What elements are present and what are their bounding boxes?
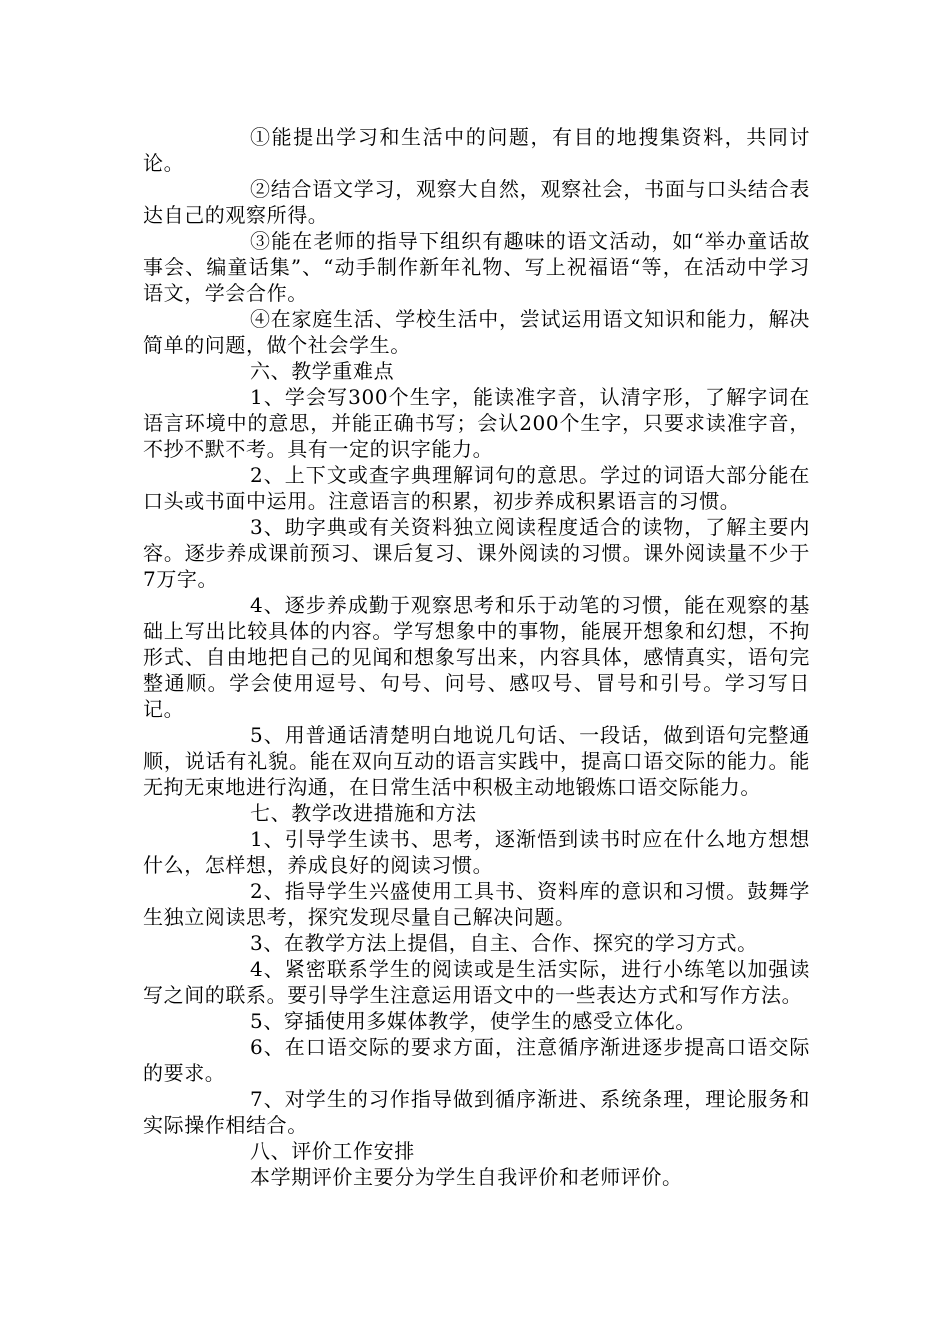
paragraph: 3、助字典或有关资料独立阅读程度适合的读物，了解主要内容。逐步养成课前预习、课后复习、课外阅读的习惯。课外阅读量不少于7万字。 [143,515,810,591]
paragraph: ③能在老师的指导下组织有趣味的语文活动，如“举办童话故事会、编童话集”、“动手制作新年礼物、写上祝福语“等，在活动中学习语文，学会合作。 [143,229,810,305]
paragraph: 1、引导学生读书、思考，逐渐悟到读书时应在什么地方想想什么，怎样想，养成良好的阅读习惯。 [143,827,810,877]
paragraph: ②结合语文学习，观察大自然，观察社会，书面与口头结合表达自己的观察所得。 [143,177,810,227]
paragraph: 3、在教学方法上提倡，自主、合作、探究的学习方式。 [250,931,758,955]
paragraph: 6、在口语交际的要求方面，注意循序渐进逐步提高口语交际的要求。 [143,1035,810,1085]
section-heading: 六、教学重难点 [250,359,395,383]
section-heading: 八、评价工作安排 [250,1139,415,1163]
document-body [143,124,810,1190]
paragraph: 1、学会写300个生字，能读准字音，认清字形，了解字词在语言环境中的意思，并能正确书写；会认200个生字，只要求读准字音，不抄不默不考。具有一定的识字能力。 [143,385,810,461]
paragraph: 2、指导学生兴盛使用工具书、资料库的意识和习惯。鼓舞学生独立阅读思考，探究发现尽量自己解决问题。 [143,879,810,929]
paragraph: 本学期评价主要分为学生自我评价和老师评价。 [250,1165,683,1189]
paragraph: 4、紧密联系学生的阅读或是生活实际，进行小练笔以加强读写之间的联系。要引导学生注意运用语文中的一些表达方式和写作方法。 [143,957,810,1007]
paragraph: 4、逐步养成勤于观察思考和乐于动笔的习惯，能在观察的基础上写出比较具体的内容。学写想象中的事物，能展开想象和幻想，不拘形式、自由地把自己的见闻和想象写出来，内容具体，感情真实，语句完整通顺。学会使用逗号、句号、问号、感叹号、冒号和引号。学习写日记。 [143,593,810,721]
paragraph: 5、用普通话清楚明白地说几句话、一段话，做到语句完整通顺，说话有礼貌。能在双向互动的语言实践中，提高口语交际的能力。能无拘无束地进行沟通，在日常生活中积极主动地锻炼口语交际能力。 [143,723,810,799]
paragraph: 2、上下文或查字典理解词句的意思。学过的词语大部分能在口头或书面中运用。注意语言的积累，初步养成积累语言的习惯。 [143,463,810,513]
paragraph: 7、对学生的习作指导做到循序渐进、系统条理，理论服务和实际操作相结合。 [143,1087,810,1137]
paragraph: ④在家庭生活、学校生活中，尝试运用语文知识和能力，解决简单的问题，做个社会学生。 [143,307,810,357]
paragraph: 5、穿插使用多媒体教学，使学生的感受立体化。 [250,1009,696,1033]
section-heading: 七、教学改进措施和方法 [250,801,477,825]
paragraph: ①能提出学习和生活中的问题，有目的地搜集资料，共同讨论。 [143,125,810,175]
